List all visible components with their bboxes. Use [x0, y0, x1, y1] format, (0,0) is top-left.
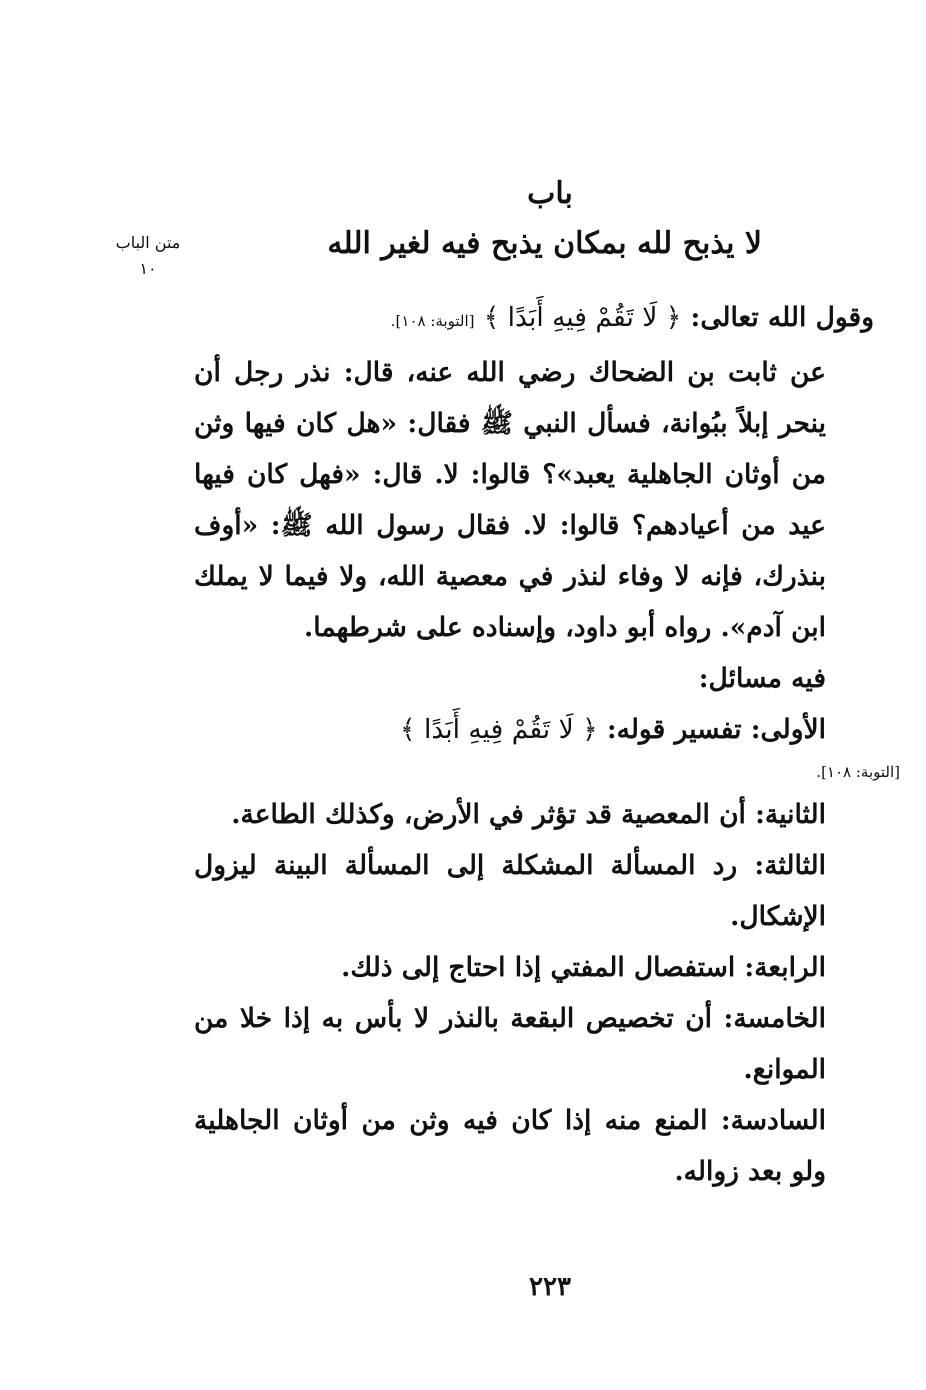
issue-first-verse: ﴿ لَا تَقُمْ فِيهِ أَبَدًا ﴾	[400, 714, 598, 745]
issue-first-reference: [التوبة: ١٠٨].	[816, 763, 900, 781]
issue-first	[194, 704, 900, 755]
page-number: ٢٢٣	[529, 1272, 571, 1302]
issue-fourth: الرابعة: استفصال المفتي إذا احتاج إلى ذلك.	[341, 952, 826, 983]
chapter-title: لا يذبح لله بمكان يذبح فيه لغير الله	[327, 226, 762, 261]
issue-sixth: السادسة: المنع منه إذا كان فيه وثن من أوثان الجاهلية ولو بعد زواله.	[194, 1105, 826, 1187]
issue-second: الثانية: أن المعصية قد تؤثر في الأرض، وكذلك الطاعة.	[231, 799, 826, 830]
margin-note	[108, 230, 188, 282]
main-text	[194, 292, 900, 1197]
hadith-paragraph: عن ثابت بن الضحاك رضي الله عنه، قال: نذر رجل أن ينحر إبلاً ببُوانة، فسأل النبي ﷺ فقال: «هل كان فيها وثن من أوثان الجاهلية يعبد»؟ قالوا: لا. قال: «فهل كان فيها عيد من أعيادهم؟ قالوا: لا. فقال رسول الله ﷺ: «أوف بنذرك، فإنه لا وفاء لنذر في معصية الله، ولا فيما لا يملك ابن آدم». رواه أبو داود، وإسناده على شرطهما.	[194, 357, 826, 643]
intro-paragraph	[194, 292, 900, 347]
issue-first-lead: الأولى: تفسير قوله:	[597, 714, 826, 745]
issue-third: الثالثة: رد المسألة المشكلة إلى المسألة البينة ليزول الإشكال.	[194, 850, 826, 932]
margin-note-label: متن الباب	[115, 233, 181, 252]
margin-note-number: ١٠	[139, 259, 157, 278]
intro-verse: ﴿ لَا تَقُمْ فِيهِ أَبَدًا ﴾	[483, 302, 682, 333]
intro-verse-reference: [التوبة: ١٠٨].	[390, 312, 475, 330]
issues-heading: فيه مسائل:	[698, 663, 826, 694]
intro-lead: وقول الله تعالى:	[681, 302, 874, 333]
issue-fifth: الخامسة: أن تخصيص البقعة بالنذر لا بأس به إذا خلا من الموانع.	[194, 1003, 826, 1085]
chapter-label: باب	[527, 176, 573, 211]
